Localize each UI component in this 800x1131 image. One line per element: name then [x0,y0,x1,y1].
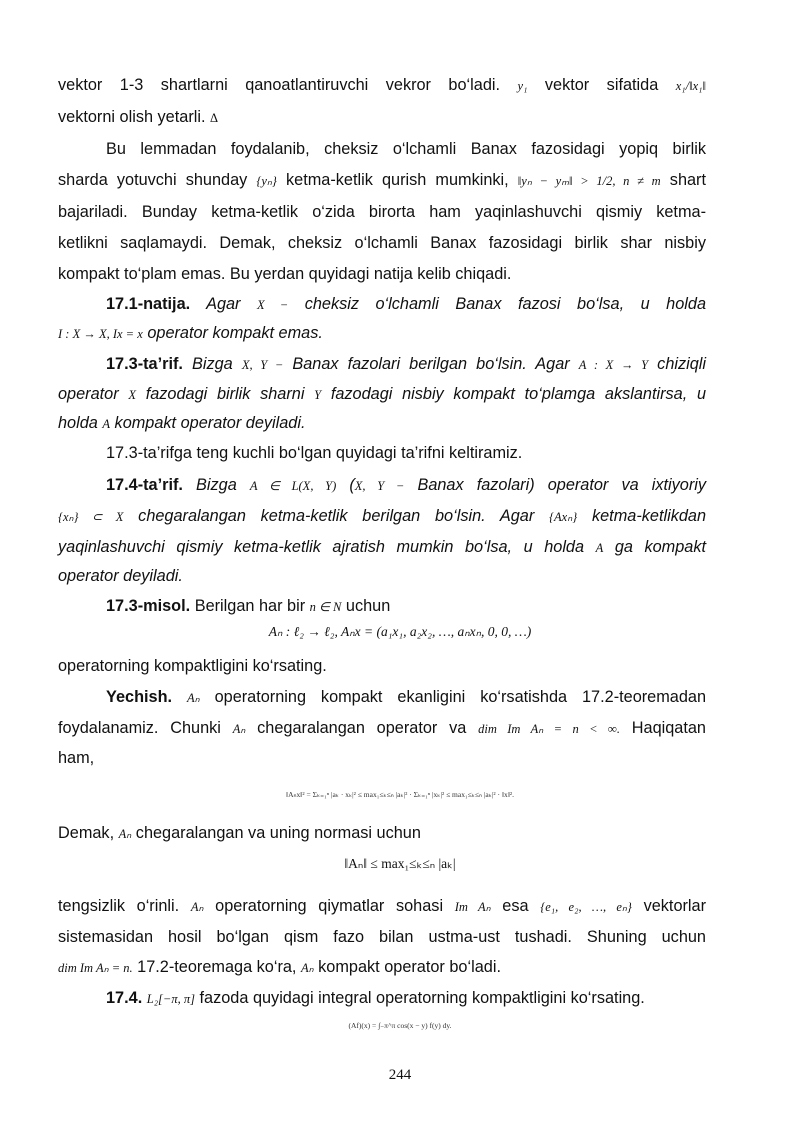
text-span: chegaralangan va uning normasi uchun [135,824,421,842]
formula-integral-operator: (Af)(x) = ∫₋π^π cos(x − y) f(y) dy. [348,1021,452,1030]
corollary-heading-line [106,293,706,316]
text-span: esa [502,897,529,915]
text-line-7 [58,263,706,285]
definition-label: 17.4-ta’rif. [106,476,183,494]
text-span: fazodagi nisbiy kompakt to‘plamga akslantirsa, u [330,385,707,403]
text-line-25 [58,926,706,948]
text-span: 17.3-ta’rifga teng kuchli bo‘lgan quyidagi ta’rifni keltiramiz. [106,444,523,462]
text-span: Demak, [58,824,115,842]
math-X: X − [257,298,289,312]
math-sequence-Axn: {Axₙ} [549,510,578,524]
text-line-5 [58,201,706,223]
text-span: operator kompakt emas. [147,324,323,342]
text-line-2 [58,106,706,129]
text-span: sharda yotuvchi shunday [58,171,248,189]
text-span: vektorni olish yetarli. [58,108,206,126]
math-basis-vectors: {e₁, e₂, …, eₙ} [540,900,632,914]
text-span: Agar [206,295,241,313]
text-span: Bizga [196,476,237,494]
text-span: Berilgan har bir [194,597,306,615]
text-line-24 [58,895,706,918]
math-dim-image: dim Im Aₙ = n < ∞. [478,722,620,736]
end-of-proof-symbol: Δ [210,111,219,125]
text-line-4 [58,169,706,192]
math-n-in-N: n ∈ N [309,600,342,614]
text-span: ketma-ketlikdan [591,507,707,525]
text-span: operator deyiladi. [58,567,183,585]
math-An: Aₙ [190,900,204,914]
solution-heading-line [106,686,706,709]
text-span: vektorlar [643,897,707,915]
math-image-An: Im Aₙ [454,900,491,914]
math-dim-image: dim Im Aₙ = n. [58,961,133,975]
math-An: Aₙ [232,722,246,736]
text-span: Banax fazolari) operator va ixtiyoriy [417,476,707,494]
text-span: vektor 1-3 shartlarni qanoatlantiruvchi vekror bo‘ladi. [58,76,501,94]
text-line-16 [58,536,706,559]
page-number: 244 [388,1067,412,1083]
text-span: ga kompakt [614,538,707,556]
math-An: Aₙ [301,961,314,975]
text-line-11 [58,383,706,406]
definition-17-4-line [106,474,706,497]
exercise-label: 17.4. [106,989,143,1007]
text-span: operatorning kompakt ekanligini ko‘rsatishda 17.2-teoremadan [214,688,707,706]
text-span: Haqiqatan [631,719,706,737]
solution-label: Yechish. [106,688,173,706]
math-An: Aₙ [187,691,200,705]
math-sequence-yn: {yₙ} [256,174,277,188]
text-span: uchun [345,597,391,615]
text-span: kompakt operator deyiladi. [114,414,306,432]
formula-operator-An: Aₙ : ℓ₂ → ℓ₂, Aₙx = (a₁x₁, a₂x₂, …, aₙxₙ, 0, 0, …) [268,624,532,639]
text-span: chegaralangan operator va [257,719,467,737]
text-span: chegaralangan ketma-ketlik berilgan bo‘lsin. Agar [138,507,535,525]
text-line-23 [58,822,706,845]
text-span: ketlikni saqlamaydi. Demak, cheksiz o‘lchamli Banax fazosidagi birlik shar nisbiy [58,234,706,252]
text-line-26 [58,956,706,979]
math-X: X [128,388,136,402]
math-A: A [102,417,111,431]
math-A: A [595,541,604,555]
text-line-22 [58,747,706,769]
math-A-in-L: A ∈ L(X, Y) [249,479,337,493]
text-line-3 [106,138,706,160]
text-span: kompakt to‘plam emas. Bu yerdan quyidagi natija kelib chiqadi. [58,265,512,283]
text-line-1 [58,74,706,97]
text-span: operatorning kompaktligini ko‘rsating. [58,657,327,675]
definition-17-3-line [106,353,706,376]
text-span: kompakt operator bo‘ladi. [318,958,501,976]
text-span: Bizga [192,355,233,373]
math-inequality: ‖yₙ − yₘ‖ > 1/2, n ≠ m [517,174,661,188]
text-span: foydalanamiz. Chunki [58,719,221,737]
math-normalized-x1: x₁/‖x₁‖ [675,79,707,93]
text-line-21 [58,717,706,740]
math-identity-operator: I : X → X, Ix = x [58,327,143,341]
text-line-12 [58,412,706,435]
math-An: Aₙ [118,827,132,841]
formula-operator-norm: ‖Aₙ‖ ≤ max₁≤ₖ≤ₙ |aₖ| [344,856,456,871]
text-span: operatorning qiymatlar sohasi [215,897,444,915]
corollary-label: 17.1-natija. [106,295,191,313]
example-label: 17.3-misol. [106,597,191,615]
text-span: fazoda quyidagi integral operatorning kompaktligini ko‘rsating. [199,989,645,1007]
text-span: operator [58,385,119,403]
text-span: yaqinlashuvchi qismiy ketma-ketlik ajratish mumkin bo‘lsa, u holda [58,538,585,556]
text-line-13 [106,442,706,464]
text-span: sistemasidan hosil bo‘lgan qism fazo bilan ustma-ust tushadi. Shuning uchun [58,928,706,946]
text-span: chiziqli [657,355,707,373]
text-line-15 [58,505,706,528]
text-line-9 [58,322,706,345]
text-span: 17.2-teoremaga ko‘ra, [137,958,297,976]
math-operator-A: A : X → Y [578,358,649,372]
math-XY: X, Y − [354,479,405,493]
text-span: holda [58,414,98,432]
text-span: tengsizlik o‘rinli. [58,897,180,915]
text-span: fazodagi birlik sharni [145,385,305,403]
text-line-19 [58,655,706,677]
text-span: vektor sifatida [544,76,659,94]
text-span: ham, [58,749,95,767]
text-span: Banax fazolari berilgan bo‘lsin. Agar [292,355,570,373]
text-span: shart [669,171,706,189]
text-span: Bu lemmadan foydalanib, cheksiz o‘lchamli Banax fazosidagi yopiq birlik [106,140,706,158]
math-XY: X, Y − [241,358,284,372]
math-y1: y₁ [517,79,528,93]
text-span: cheksiz o‘lchamli Banax fazosi bo‘lsa, u holda [304,295,707,313]
math-sequence-xn: {xₙ} ⊂ X [58,510,124,524]
exercise-heading-line [106,987,706,1010]
math-L2-space: L₂[−π, π] [146,992,195,1006]
math-Y: Y [314,388,322,402]
definition-label: 17.3-ta’rif. [106,355,183,373]
example-heading-line [106,595,706,618]
text-line-6 [58,232,706,254]
text-span: bajariladi. Bunday ketma-ketlik o‘zida birorta ham yaqinlashuvchi qismiy ketma- [58,203,706,221]
text-span: ( [349,476,355,494]
text-line-17 [58,565,706,587]
text-span: ketma-ketlik qurish mumkinki, [286,171,509,189]
formula-norm-estimate: ‖Aₙx‖² = Σₖ₌₁ⁿ |aₖ · xₖ|² ≤ max₁≤ₖ≤ₙ |aₖ|² · Σₖ₌₁ⁿ |xₖ|² ≤ max₁≤ₖ≤ₙ |aₖ|² · ‖x‖². [286,790,514,799]
